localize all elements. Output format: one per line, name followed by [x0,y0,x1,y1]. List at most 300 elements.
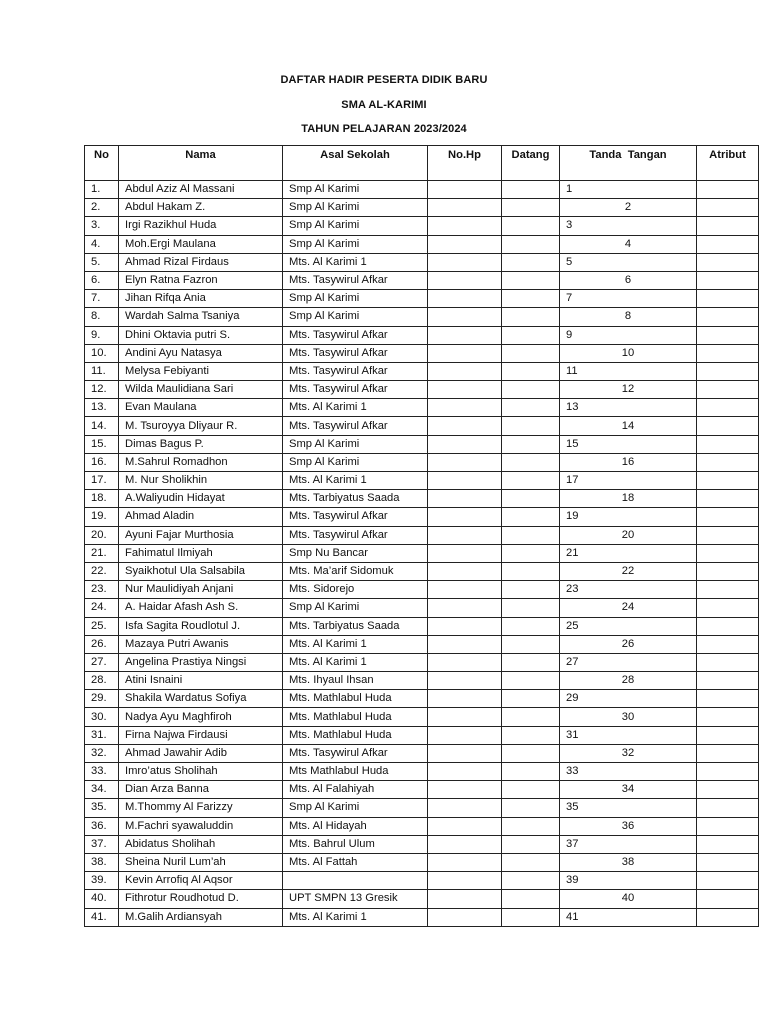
arrival-cell [502,744,560,762]
phone-cell [428,744,502,762]
row-number: 35. [85,799,119,817]
row-number: 26. [85,635,119,653]
origin-school: Mts. Al Fattah [283,853,428,871]
row-number: 3. [85,217,119,235]
signature-number: 26 [560,635,697,653]
origin-school: Mts. Bahrul Ulum [283,835,428,853]
arrival-cell [502,635,560,653]
arrival-cell [502,381,560,399]
student-name: M. Nur Sholikhin [119,472,283,490]
student-name: Nur Maulidiyah Anjani [119,581,283,599]
student-name: A. Haidar Afash Ash S. [119,599,283,617]
phone-cell [428,799,502,817]
table-row [85,381,759,399]
phone-cell [428,490,502,508]
attribute-cell [697,235,759,253]
student-name: M. Tsuroyya Dliyaur R. [119,417,283,435]
phone-cell [428,872,502,890]
table-row [85,763,759,781]
phone-cell [428,908,502,926]
student-name: Andini Ayu Natasya [119,344,283,362]
row-number: 11. [85,362,119,380]
arrival-cell [502,399,560,417]
arrival-cell [502,181,560,199]
table-row [85,326,759,344]
attribute-cell [697,526,759,544]
table-row [85,235,759,253]
origin-school: Mts. Tasywirul Afkar [283,417,428,435]
attendance-table [84,145,759,927]
attribute-cell [697,508,759,526]
signature-number: 2 [560,199,697,217]
signature-number: 25 [560,617,697,635]
table-row [85,508,759,526]
table-row [85,799,759,817]
row-number: 41. [85,908,119,926]
origin-school: Mts. Al Karimi 1 [283,908,428,926]
phone-cell [428,217,502,235]
arrival-cell [502,562,560,580]
phone-cell [428,199,502,217]
signature-number: 38 [560,853,697,871]
attribute-cell [697,271,759,289]
phone-cell [428,362,502,380]
origin-school: Mts. Tarbiyatus Saada [283,617,428,635]
row-number: 30. [85,708,119,726]
arrival-cell [502,799,560,817]
origin-school: Smp Al Karimi [283,181,428,199]
row-number: 18. [85,490,119,508]
signature-number: 32 [560,744,697,762]
row-number: 21. [85,544,119,562]
phone-cell [428,617,502,635]
student-name: Imro’atus Sholihah [119,763,283,781]
table-row [85,853,759,871]
table-row [85,872,759,890]
table-row [85,817,759,835]
signature-number: 35 [560,799,697,817]
phone-cell [428,235,502,253]
phone-cell [428,472,502,490]
phone-cell [428,381,502,399]
arrival-cell [502,508,560,526]
signature-number: 13 [560,399,697,417]
origin-school: Smp Al Karimi [283,453,428,471]
phone-cell [428,726,502,744]
attribute-cell [697,472,759,490]
table-row [85,290,759,308]
signature-number: 41 [560,908,697,926]
attribute-cell [697,635,759,653]
signature-number: 33 [560,763,697,781]
arrival-cell [502,453,560,471]
arrival-cell [502,853,560,871]
student-name: Evan Maulana [119,399,283,417]
row-number: 19. [85,508,119,526]
origin-school: Mts. Al Karimi 1 [283,253,428,271]
student-name: Syaikhotul Ula Salsabila [119,562,283,580]
phone-cell [428,653,502,671]
student-name: Mazaya Putri Awanis [119,635,283,653]
origin-school: Mts. Tarbiyatus Saada [283,490,428,508]
origin-school: Mts. Ma’arif Sidomuk [283,562,428,580]
signature-number: 16 [560,453,697,471]
student-name: Shakila Wardatus Sofiya [119,690,283,708]
arrival-cell [502,781,560,799]
signature-number: 31 [560,726,697,744]
arrival-cell [502,672,560,690]
signature-number: 12 [560,381,697,399]
arrival-cell [502,235,560,253]
attribute-cell [697,308,759,326]
student-name: Nadya Ayu Maghfiroh [119,708,283,726]
arrival-cell [502,763,560,781]
row-number: 7. [85,290,119,308]
table-row [85,253,759,271]
attribute-cell [697,417,759,435]
row-number: 23. [85,581,119,599]
arrival-cell [502,890,560,908]
arrival-cell [502,199,560,217]
signature-number: 19 [560,508,697,526]
table-row [85,271,759,289]
origin-school: Mts Mathlabul Huda [283,763,428,781]
arrival-cell [502,908,560,926]
attribute-cell [697,217,759,235]
table-row [85,199,759,217]
phone-cell [428,290,502,308]
row-number: 9. [85,326,119,344]
row-number: 25. [85,617,119,635]
table-body [85,181,759,927]
attribute-cell [697,653,759,671]
student-name: Wilda Maulidiana Sari [119,381,283,399]
attribute-cell [697,708,759,726]
col-header-tanda-tangan: Tanda Tangan [560,146,697,181]
student-name: M.Galih Ardiansyah [119,908,283,926]
origin-school: Smp Al Karimi [283,235,428,253]
phone-cell [428,835,502,853]
student-name: Dimas Bagus P. [119,435,283,453]
student-name: Ahmad Jawahir Adib [119,744,283,762]
phone-cell [428,453,502,471]
row-number: 40. [85,890,119,908]
table-row [85,344,759,362]
signature-number: 10 [560,344,697,362]
arrival-cell [502,653,560,671]
phone-cell [428,544,502,562]
school-name: SMA AL-KARIMI [341,99,427,111]
arrival-cell [502,726,560,744]
origin-school: Smp Al Karimi [283,290,428,308]
student-name: Angelina Prastiya Ningsi [119,653,283,671]
arrival-cell [502,708,560,726]
student-name: A.Waliyudin Hidayat [119,490,283,508]
arrival-cell [502,544,560,562]
arrival-cell [502,526,560,544]
origin-school: Smp Al Karimi [283,799,428,817]
origin-school: Mts. Tasywirul Afkar [283,271,428,289]
col-header-atribut: Atribut [697,146,759,181]
arrival-cell [502,271,560,289]
student-name: Abdul Hakam Z. [119,199,283,217]
table-row [85,635,759,653]
phone-cell [428,690,502,708]
row-number: 10. [85,344,119,362]
attribute-cell [697,908,759,926]
origin-school: Mts. Al Karimi 1 [283,635,428,653]
signature-number: 40 [560,890,697,908]
student-name: Jihan Rifqa Ania [119,290,283,308]
table-row [85,708,759,726]
signature-number: 34 [560,781,697,799]
row-number: 4. [85,235,119,253]
arrival-cell [502,472,560,490]
attribute-cell [697,181,759,199]
student-name: Isfa Sagita Roudlotul J. [119,617,283,635]
phone-cell [428,581,502,599]
student-name: Dian Arza Banna [119,781,283,799]
arrival-cell [502,817,560,835]
student-name: Kevin Arrofiq Al Aqsor [119,872,283,890]
phone-cell [428,508,502,526]
table-row [85,744,759,762]
table-row [85,781,759,799]
row-number: 39. [85,872,119,890]
attribute-cell [697,581,759,599]
signature-number: 21 [560,544,697,562]
origin-school: Mts. Mathlabul Huda [283,690,428,708]
student-name: Wardah Salma Tsaniya [119,308,283,326]
signature-number: 14 [560,417,697,435]
row-number: 38. [85,853,119,871]
attribute-cell [697,799,759,817]
table-row [85,890,759,908]
signature-number: 17 [560,472,697,490]
attribute-cell [697,381,759,399]
signature-number: 37 [560,835,697,853]
student-name: Ahmad Aladin [119,508,283,526]
origin-school: Mts. Al Karimi 1 [283,399,428,417]
table-row [85,599,759,617]
attribute-cell [697,853,759,871]
row-number: 33. [85,763,119,781]
signature-number: 22 [560,562,697,580]
phone-cell [428,708,502,726]
origin-school: Mts. Ihyaul Ihsan [283,672,428,690]
attribute-cell [697,544,759,562]
attribute-cell [697,617,759,635]
arrival-cell [502,344,560,362]
signature-number: 18 [560,490,697,508]
origin-school: Mts. Tasywirul Afkar [283,362,428,380]
student-name: Dhini Oktavia putri S. [119,326,283,344]
table-header-row [85,146,759,181]
phone-cell [428,853,502,871]
attribute-cell [697,326,759,344]
student-name: Melysa Febiyanti [119,362,283,380]
phone-cell [428,781,502,799]
phone-cell [428,562,502,580]
table-row [85,581,759,599]
signature-number: 8 [560,308,697,326]
signature-number: 1 [560,181,697,199]
attribute-cell [697,344,759,362]
arrival-cell [502,690,560,708]
row-number: 12. [85,381,119,399]
table-row [85,435,759,453]
phone-cell [428,399,502,417]
academic-year: TAHUN PELAJARAN 2023/2024 [301,123,467,135]
attribute-cell [697,817,759,835]
phone-cell [428,890,502,908]
row-number: 27. [85,653,119,671]
student-name: Abidatus Sholihah [119,835,283,853]
table-row [85,490,759,508]
row-number: 29. [85,690,119,708]
row-number: 22. [85,562,119,580]
arrival-cell [502,290,560,308]
attribute-cell [697,690,759,708]
origin-school: Mts. Al Karimi 1 [283,472,428,490]
student-name: Ahmad Rizal Firdaus [119,253,283,271]
arrival-cell [502,599,560,617]
student-name: Fithrotur Roudhotud D. [119,890,283,908]
attribute-cell [697,744,759,762]
student-name: Atini Isnaini [119,672,283,690]
col-header-asal-sekolah: Asal Sekolah [283,146,428,181]
arrival-cell [502,617,560,635]
table-row [85,672,759,690]
attribute-cell [697,672,759,690]
table-row [85,399,759,417]
student-name: Moh.Ergi Maulana [119,235,283,253]
phone-cell [428,181,502,199]
student-name: Abdul Aziz Al Massani [119,181,283,199]
row-number: 28. [85,672,119,690]
signature-number: 23 [560,581,697,599]
signature-number: 5 [560,253,697,271]
arrival-cell [502,217,560,235]
row-number: 5. [85,253,119,271]
signature-number: 29 [560,690,697,708]
signature-number: 30 [560,708,697,726]
origin-school: Mts. Tasywirul Afkar [283,508,428,526]
phone-cell [428,635,502,653]
phone-cell [428,344,502,362]
attribute-cell [697,199,759,217]
signature-number: 39 [560,872,697,890]
signature-number: 15 [560,435,697,453]
arrival-cell [502,362,560,380]
origin-school: Mts. Tasywirul Afkar [283,326,428,344]
document-title: DAFTAR HADIR PESERTA DIDIK BARU [280,74,488,86]
attribute-cell [697,490,759,508]
row-number: 15. [85,435,119,453]
table-row [85,544,759,562]
attribute-cell [697,763,759,781]
phone-cell [428,326,502,344]
signature-number: 36 [560,817,697,835]
origin-school: Mts. Al Hidayah [283,817,428,835]
row-number: 6. [85,271,119,289]
row-number: 2. [85,199,119,217]
table-row [85,908,759,926]
col-header-no: No [85,146,119,181]
table-row [85,181,759,199]
row-number: 31. [85,726,119,744]
table-row [85,526,759,544]
attribute-cell [697,835,759,853]
origin-school: Mts. Sidorejo [283,581,428,599]
arrival-cell [502,417,560,435]
signature-number: 11 [560,362,697,380]
attribute-cell [697,890,759,908]
attribute-cell [697,599,759,617]
arrival-cell [502,326,560,344]
arrival-cell [502,581,560,599]
origin-school: Mts. Tasywirul Afkar [283,344,428,362]
phone-cell [428,271,502,289]
phone-cell [428,763,502,781]
student-name: Ayuni Fajar Murthosia [119,526,283,544]
col-header-nama: Nama [119,146,283,181]
student-name: Firna Najwa Firdausi [119,726,283,744]
arrival-cell [502,872,560,890]
signature-number: 9 [560,326,697,344]
attribute-cell [697,399,759,417]
table-row [85,308,759,326]
row-number: 36. [85,817,119,835]
row-number: 14. [85,417,119,435]
origin-school [283,872,428,890]
phone-cell [428,253,502,271]
col-header-no-hp: No.Hp [428,146,502,181]
row-number: 13. [85,399,119,417]
signature-number: 20 [560,526,697,544]
origin-school: Mts. Tasywirul Afkar [283,381,428,399]
phone-cell [428,817,502,835]
signature-number: 7 [560,290,697,308]
phone-cell [428,672,502,690]
row-number: 20. [85,526,119,544]
origin-school: Smp Al Karimi [283,217,428,235]
arrival-cell [502,308,560,326]
attribute-cell [697,362,759,380]
table-row [85,472,759,490]
student-name: M.Thommy Al Farizzy [119,799,283,817]
student-name: M.Fachri syawaluddin [119,817,283,835]
col-header-datang: Datang [502,146,560,181]
origin-school: Smp Al Karimi [283,308,428,326]
origin-school: UPT SMPN 13 Gresik [283,890,428,908]
attribute-cell [697,726,759,744]
table-row [85,835,759,853]
signature-number: 3 [560,217,697,235]
origin-school: Mts. Al Falahiyah [283,781,428,799]
phone-cell [428,599,502,617]
table-row [85,617,759,635]
arrival-cell [502,835,560,853]
row-number: 16. [85,453,119,471]
phone-cell [428,417,502,435]
phone-cell [428,526,502,544]
origin-school: Mts. Al Karimi 1 [283,653,428,671]
row-number: 32. [85,744,119,762]
student-name: Elyn Ratna Fazron [119,271,283,289]
signature-number: 27 [560,653,697,671]
attribute-cell [697,453,759,471]
